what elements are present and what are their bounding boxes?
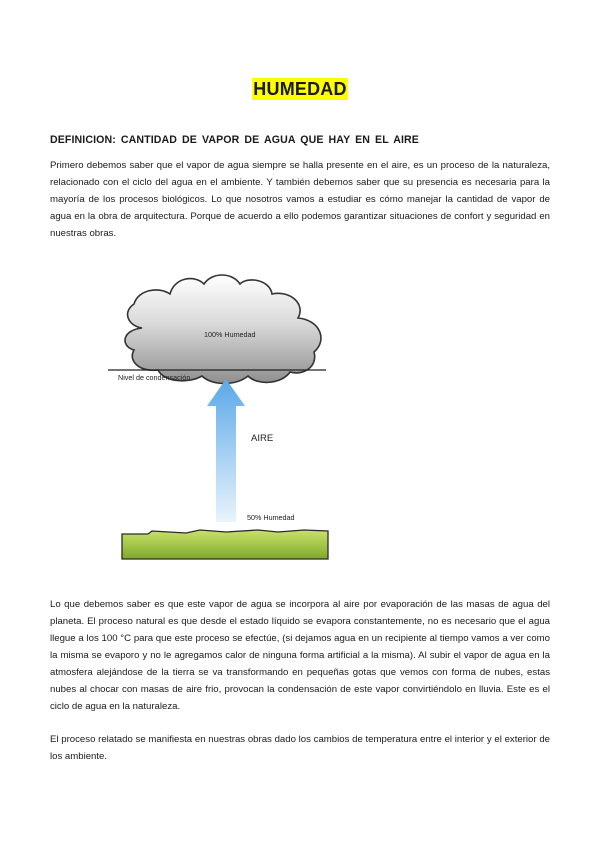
cloud-humidity-label: 100% Humedad xyxy=(204,330,256,339)
humidity-diagram xyxy=(108,268,340,568)
document-title: HUMEDAD xyxy=(253,79,347,99)
rising-air-arrow xyxy=(207,379,245,522)
condensation-level-label: Nivel de condensación xyxy=(118,373,191,382)
ground-humidity-label: 50% Humedad xyxy=(247,513,295,522)
title-container xyxy=(0,78,600,100)
ground-strip xyxy=(122,530,328,559)
evaporation-paragraph: Lo que debemos saber es que este vapor de agua se incorpora al aire por evaporación de las masas de agua del planeta. El proceso natural es que desde el estado líquido se evapora constantemente, no es necesario que el agua llegue a los 100 °C para que este proceso se efectúe, (si dejamos agua en un recipiente al tiempo vamos a ver como la misma se evaporo y no le agregamos calor de ninguna forma artificial a la misma). Al subir el vapor de agua en la atmosfera alejándose de la tierra se va transformando en pequeñas gotas que vemos con forma de nubes, estas nubes al chocar con masas de aire frio, provocan la condensación de este vapor convirtiéndolo en lluvia. Este es el ciclo de agua en la naturaleza. xyxy=(50,599,550,712)
closing-paragraph: El proceso relatado se manifiesta en nuestras obras dado los cambios de temperatura entre el interior y el exterior de los ambiente. xyxy=(50,734,550,762)
air-label: AIRE xyxy=(251,433,274,444)
definition-heading: DEFINICION: CANTIDAD DE VAPOR DE AGUA QUE HAY EN EL AIRE xyxy=(50,134,419,146)
intro-paragraph: Primero debemos saber que el vapor de agua siempre se halla presente en el aire, es un proceso de la naturaleza, relacionado con el ciclo del agua en el ambiente. Y también debemos saber que su presencia es necesaria para la mayoría de los procesos biológicos. Lo que nosotros vamos a estudiar es cómo manejar la cantidad de vapor de agua en la obra de arquitectura. Porque de acuerdo a ello podemos garantizar situaciones de confort y seguridad en nuestras obras. xyxy=(50,160,550,239)
